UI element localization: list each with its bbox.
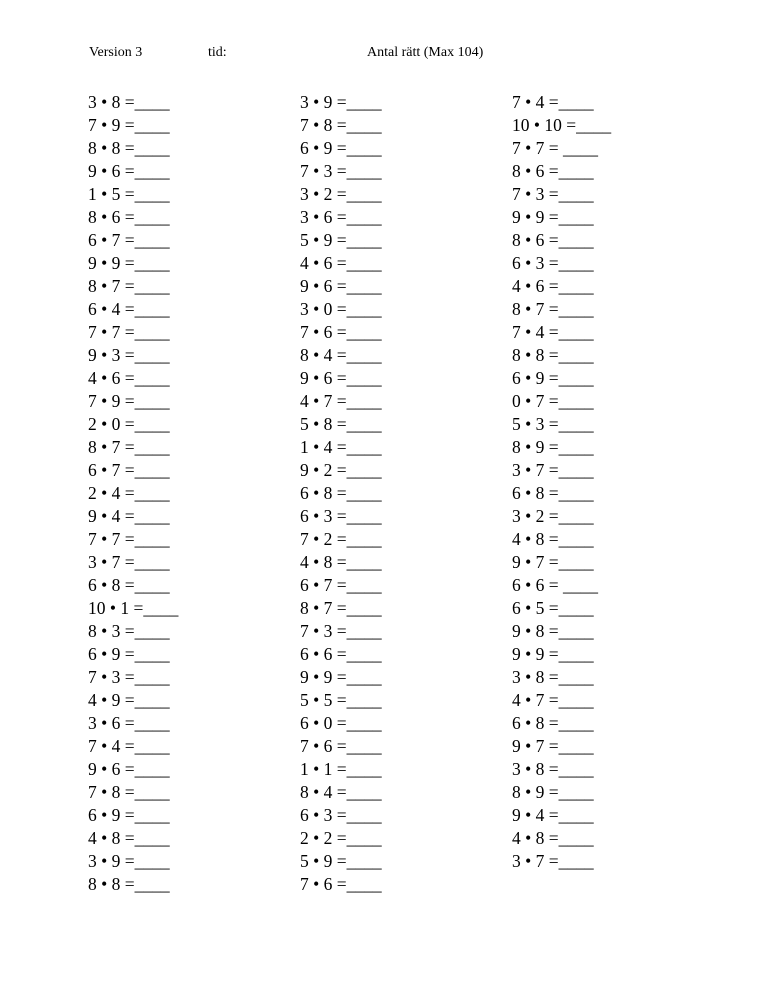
math-problem: 8 • 8 =____ [512,345,594,365]
time-label: tid: [208,45,227,60]
math-problem: 9 • 7 =____ [512,552,594,572]
math-problem: 4 • 7 =____ [300,391,382,411]
math-problem: 3 • 2 =____ [512,506,594,526]
math-problem: 2 • 2 =____ [300,828,382,848]
math-problem: 9 • 4 =____ [512,805,594,825]
math-problem: 4 • 8 =____ [512,529,594,549]
math-problem: 9 • 9 =____ [300,667,382,687]
math-problem: 6 • 7 =____ [300,575,382,595]
math-problem: 4 • 6 =____ [88,368,170,388]
math-problem: 3 • 6 =____ [300,207,382,227]
problem-column-3 [512,93,712,875]
math-problem: 7 • 7 =____ [88,322,170,342]
math-problem: 7 • 8 =____ [88,782,170,802]
math-problem: 6 • 9 =____ [300,138,382,158]
math-problem: 5 • 9 =____ [300,851,382,871]
math-problem: 7 • 6 =____ [300,874,382,894]
math-problem: 8 • 9 =____ [512,437,594,457]
math-problem: 7 • 7 =____ [88,529,170,549]
problem-column-1 [88,93,288,898]
math-problem: 6 • 7 =____ [88,230,170,250]
math-problem: 7 • 3 =____ [512,184,594,204]
math-problem: 7 • 4 =____ [512,322,594,342]
math-problem: 4 • 7 =____ [512,690,594,710]
math-problem: 10 • 10 =____ [512,115,612,135]
math-problem: 7 • 7 = ____ [512,138,598,158]
math-problem: 8 • 6 =____ [512,161,594,181]
math-problem: 6 • 5 =____ [512,598,594,618]
score-label: Antal rätt (Max 104) [367,45,484,60]
math-problem: 6 • 6 = ____ [512,575,598,595]
math-problem: 5 • 9 =____ [300,230,382,250]
math-problem: 9 • 7 =____ [512,736,594,756]
math-problem: 5 • 8 =____ [300,414,382,434]
math-problem: 8 • 6 =____ [512,230,594,250]
math-problem: 7 • 6 =____ [300,736,382,756]
math-problem: 2 • 4 =____ [88,483,170,503]
math-problem: 8 • 3 =____ [88,621,170,641]
math-problem: 3 • 0 =____ [300,299,382,319]
math-problem: 8 • 7 =____ [88,276,170,296]
math-problem: 6 • 0 =____ [300,713,382,733]
math-problem: 7 • 8 =____ [300,115,382,135]
math-problem: 6 • 8 =____ [512,483,594,503]
math-problem: 7 • 9 =____ [88,391,170,411]
math-problem: 7 • 3 =____ [88,667,170,687]
math-problem: 3 • 7 =____ [512,460,594,480]
math-problem: 8 • 7 =____ [300,598,382,618]
math-problem: 3 • 8 =____ [88,92,170,112]
math-problem: 4 • 6 =____ [512,276,594,296]
math-problem: 9 • 6 =____ [88,161,170,181]
math-problem: 7 • 3 =____ [300,161,382,181]
math-problem: 8 • 4 =____ [300,345,382,365]
math-problem: 9 • 6 =____ [88,759,170,779]
math-problem: 8 • 8 =____ [88,874,170,894]
math-problem: 2 • 0 =____ [88,414,170,434]
math-problem: 3 • 8 =____ [512,759,594,779]
math-problem: 1 • 1 =____ [300,759,382,779]
math-problem: 5 • 5 =____ [300,690,382,710]
math-problem: 6 • 8 =____ [300,483,382,503]
math-problem: 6 • 3 =____ [300,805,382,825]
math-problem: 4 • 8 =____ [512,828,594,848]
math-problem: 6 • 9 =____ [88,805,170,825]
math-problem: 0 • 7 =____ [512,391,594,411]
math-problem: 8 • 8 =____ [88,138,170,158]
math-problem: 7 • 3 =____ [300,621,382,641]
math-problem: 6 • 9 =____ [88,644,170,664]
math-problem: 7 • 6 =____ [300,322,382,342]
problem-column-2 [300,93,500,898]
math-problem: 7 • 4 =____ [512,92,594,112]
math-problem: 6 • 6 =____ [300,644,382,664]
math-problem: 3 • 9 =____ [300,92,382,112]
math-problem: 7 • 4 =____ [88,736,170,756]
math-problem: 3 • 9 =____ [88,851,170,871]
math-problem: 9 • 6 =____ [300,368,382,388]
math-problem: 3 • 2 =____ [300,184,382,204]
math-problem: 9 • 4 =____ [88,506,170,526]
math-problem: 1 • 5 =____ [88,184,170,204]
math-problem: 5 • 3 =____ [512,414,594,434]
math-problem: 9 • 2 =____ [300,460,382,480]
math-problem: 7 • 9 =____ [88,115,170,135]
math-problem: 6 • 3 =____ [300,506,382,526]
math-problem: 6 • 4 =____ [88,299,170,319]
math-problem: 8 • 9 =____ [512,782,594,802]
math-problem: 4 • 8 =____ [88,828,170,848]
math-problem: 3 • 7 =____ [88,552,170,572]
math-problem: 3 • 8 =____ [512,667,594,687]
math-problem: 9 • 9 =____ [512,644,594,664]
math-problem: 9 • 9 =____ [512,207,594,227]
math-problem: 9 • 8 =____ [512,621,594,641]
math-problem: 4 • 9 =____ [88,690,170,710]
math-problem: 6 • 8 =____ [512,713,594,733]
math-problem: 6 • 7 =____ [88,460,170,480]
version-label: Version 3 [89,45,143,60]
math-problem: 6 • 9 =____ [512,368,594,388]
math-problem: 9 • 6 =____ [300,276,382,296]
math-problem: 7 • 2 =____ [300,529,382,549]
math-problem: 6 • 3 =____ [512,253,594,273]
math-problem: 6 • 8 =____ [88,575,170,595]
math-problem: 4 • 8 =____ [300,552,382,572]
math-problem: 8 • 4 =____ [300,782,382,802]
math-problem: 9 • 9 =____ [88,253,170,273]
math-problem: 10 • 1 =____ [88,598,179,618]
math-problem: 4 • 6 =____ [300,253,382,273]
math-problem: 3 • 6 =____ [88,713,170,733]
math-problem: 3 • 7 =____ [512,851,594,871]
math-problem: 8 • 7 =____ [88,437,170,457]
math-problem: 8 • 6 =____ [88,207,170,227]
math-problem: 8 • 7 =____ [512,299,594,319]
math-problem: 1 • 4 =____ [300,437,382,457]
math-problem: 9 • 3 =____ [88,345,170,365]
